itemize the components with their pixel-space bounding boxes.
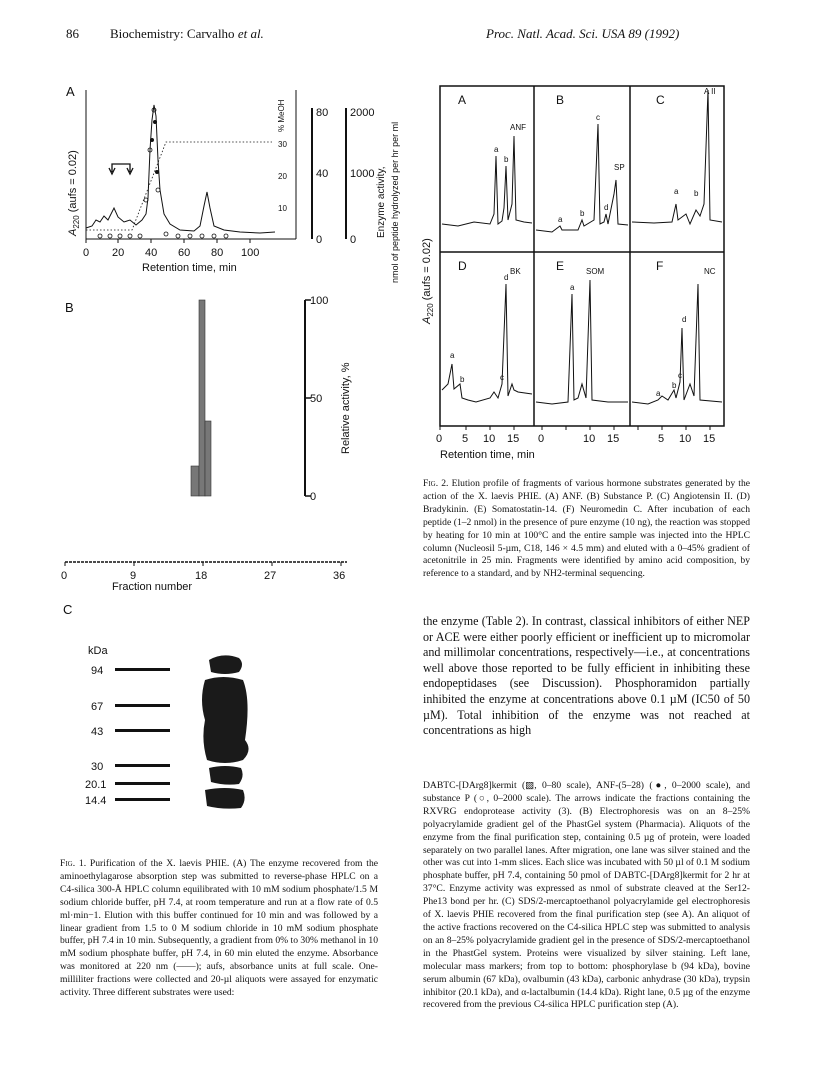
fig1a-kermit-tick: 40 [316,168,329,180]
fig2-trace-e [536,280,628,404]
fig1a-x-tick: 40 [145,247,158,259]
fig2-x-tick: 10 [483,433,496,445]
fig1a-substrate-tick: 2000 [350,107,375,119]
page-number: 86 [66,26,79,41]
fig1b-x-tick: 9 [130,570,137,582]
fig2-trace-d [442,284,532,402]
fig1b-x-tick: 27 [264,570,277,582]
fig2-panel-label-d: D [458,259,467,273]
fig1c-marker-label: 67 [91,701,104,713]
fig2-substrate-bk: BK [510,267,521,276]
fig1a-meoh-label: % MeOH [277,99,286,132]
fig2-x-tick: 10 [679,433,692,445]
fig2-substrate-aii: A II [704,87,716,96]
fig2-substrate-anf: ANF [510,123,526,132]
fig1b-x-tick: 0 [61,570,68,582]
fig1-panel-c [55,600,315,810]
fig2-peak-letter: a [570,283,575,292]
fig1a-x-tick: 80 [211,247,224,259]
fig2-peak-letter: d [604,203,609,212]
running-head [110,26,264,42]
fig2-x-tick: 15 [607,433,620,445]
fig1b-y-label: Relative activity, % [340,362,352,454]
fig1b-label: B [65,300,74,315]
fig2-traces [442,90,722,404]
running-head-etal: et al. [237,26,264,41]
fig1a-meoh-tick: 30 [278,140,287,149]
fig1a-x-tick: 60 [178,247,191,259]
fig2-panel-label-b: B [556,93,565,107]
fig2-caption [423,478,750,581]
body-paragraph: the enzyme (Table 2). In contrast, classical inhibitors of either NEP or ACE were either poorly efficient or inefficient up to micromolar and millimolar concentrations, respectively—i.e., at concentrations well above those reported to be fully efficient in inhibiting these endopeptidases (see Discussion). Phosphoramidon partially inhibited the enzyme at concentrations above 0.1 µM (IC50 of 50 µM). Total inhibition of the enzyme was not reached at concentrations as high [423,614,750,738]
fig1a-y-label: $A_{220}$ (aufs = 0.02) [67,150,81,236]
fig1a-meoh-gradient [86,142,272,230]
fig1-caption [60,858,378,1000]
fig2-panel-label-c: C [656,93,665,107]
fig2-peak-letters [450,113,699,398]
fig2-substrate-som: SOM [586,267,605,276]
fig1b-y-tick-label: 50 [310,393,323,405]
fig2-peak-letter: d [682,315,687,324]
fig1b-x-tick: 36 [333,570,346,582]
fig2-x-tick: 15 [507,433,520,445]
fig1b-activity-bars [191,300,211,496]
fig1a-meoh-tick: 20 [278,172,287,181]
fig1-caption-title: Fig. 1. [60,858,87,869]
fig1b-y-tick-label: 100 [310,295,329,307]
fig1a-activity-markers [98,108,228,238]
fig2-peak-letter: c [596,113,600,122]
fig1c-unit: kDa [88,645,108,657]
fig2-peak-letter: a [656,389,661,398]
fig2-peak-letter: a [450,351,455,360]
fig1b-x-tick: 18 [195,570,208,582]
fig2-substrate-sp: SP [614,163,625,172]
journal-citation: Proc. Natl. Acad. Sci. USA 89 (1992) [486,26,680,41]
fig1-caption-continued: DABTC-[DArg8]kermit (▨, 0–80 scale), ANF-(5–28) (●, 0–2000 scale), and substance P (○, 0–2000 scale). The arrows indicate the fractions containing the RXVRG endoprotease activity (3). (B) Electrophoresis was on an 8–25% polyacrylamide gradient gel of the PhastGel system (Pharmacia). Aliquots of the enzyme from the final purification step, containing 0.5 µg of protein, were loaded separately on two parallel lanes. After migration, one lane was silver stained and the other was cut into 1-mm slices. Each slice was incubated with 50 µl of 0.1 M sodium phosphate buffer, pH 7.4, containing 50 pmol of DABTC-[DArg8]kermit for 2 hr at 37°C. Enzyme activity was expressed as nmol of substrate cleaved at the Ser12-Phe13 bond per hr. (C) SDS/2-mercaptoethanol polyacrylamide gel electrophoresis of X. laevis PHIE recovered from the final purification step (see A). An aliquot of the active fractions recovered on the C4-silica HPLC step was submitted to analysis on an 8–25% polyacrylamide gradient gel in the presence of SDS/2-mercaptoethanol in the PhastGel system. Proteins were visualized by silver staining. Left lane, molecular mass markers; from top to bottom: phosphorylase b (94 kDa), bovine serum albumin (67 kDa), ovalbumin (43 kDa), carbonic anhydrase (30 kDa), trypsin inhibitor (20.1 kDa), and α-lactalbumin (14.4 kDa). Right lane, 0.5 µg of the enzyme recovered from the previous C4-silica HPLC purification step (A). [423,780,750,1011]
fig1a-substrate-tick: 1000 [350,168,375,180]
fig2-x-tick: 5 [658,433,665,445]
fig2-peak-letter: b [460,375,465,384]
fig2-trace-f [632,284,722,404]
fig1a-kermit-tick: 0 [316,234,323,246]
fig2-panel-label-a: A [458,93,467,107]
fig1b-x-label: Fraction number [112,581,193,593]
fig2-x-tick: 15 [703,433,716,445]
fig1a-label: A [66,84,75,99]
fig1a-x-tick: 100 [241,247,260,259]
fig1b-y-tick-label: 0 [310,491,317,503]
fig1c-marker-label: 30 [91,761,104,773]
fig1c-marker-bands [115,668,170,801]
fig1a-right-label-2: nmol of peptide hydrolyzed per hr per ml [390,121,400,283]
fig2-panel-label-e: E [556,259,565,273]
fig1c-enzyme-lane [202,655,249,808]
fig1-panel-b [55,290,365,582]
fig1c-marker-label: 14.4 [85,795,107,807]
fig2-peak-letter: d [504,273,509,282]
fig1a-x-tick: 0 [83,247,90,259]
running-head-section: Biochemistry: Carvalho [110,26,235,41]
fig1c-marker-label: 43 [91,726,104,738]
fig2-trace-c [632,90,722,224]
fig2-peak-letter: a [558,215,563,224]
fig2-x-tick: 0 [538,433,545,445]
fig1-caption-text: Purification of the X. laevis PHIE. (A) The enzyme recovered from the aminoethylagarose absorption step was submitted to reverse-phase HPLC on a C4-silica 300-Å HPLC column equilibrated with 10 mM sodium phosphate/1.5 M sodium chloride buffer, pH 7.4, at room temperature and run at a flow rate of 0.5 ml·min−1. Elution with this buffer continued for 10 min and was followed by a linear gradient from 1.5 to 0 M sodium chloride in 10 mM sodium phosphate buffer, pH 7.4 in 10 min. Subsequently, a gradient from 0% to 30% methanol in 10 mM sodium phosphate buffer, pH 7.4, in 60 min eluted the enzyme. Absorbance was monitored at 220 nm (——); aufs, absorbance units at full scale. One-milliliter fractions were collected and 20-µl aliquots were assayed for enzymatic activity. Three different substrates were used: [60,858,379,999]
fig2-peak-letter: b [672,381,677,390]
fig2-panel-label-f: F [656,259,664,273]
fig2-substrate-nc: NC [704,267,716,276]
fig2-caption-title: Fig. 2. [423,478,449,489]
fig1a-substrate-tick: 0 [350,234,357,246]
fig2-peak-letter: c [678,371,682,380]
fig1a-x-label: Retention time, min [142,262,237,274]
fig1c-label: C [63,602,73,617]
fig1c-marker-label: 94 [91,665,104,677]
fig2-y-label: $A_{220}$ (aufs = 0.02) [421,238,435,324]
fig1a-x-tick: 20 [112,247,125,259]
fig2-x-tick: 0 [436,433,443,445]
fig2-x-tick: 5 [462,433,469,445]
fig1a-meoh-tick: 10 [278,204,287,213]
fig2-peak-letter: a [494,145,499,154]
fig1a-fraction-arrows [109,164,133,174]
fig2-x-label: Retention time, min [440,449,535,461]
fig2-peak-letter: b [580,209,585,218]
fig2-peak-letter: b [504,155,509,164]
fig2-x-tick: 10 [583,433,596,445]
fig2-trace-a [442,136,532,226]
fig1-panel-a [60,80,405,290]
fig2-caption-text: Elution profile of fragments of various hormone substrates generated by the action of the X. laevis PHIE. (A) ANF. (B) Substance P. (C) Angiotensin II. (D) Bradykinin. (E) Somatostatin-14. (F) Neuromedin C. After incubation of each peptide (1–2 nmol) in the presence of pure enzyme (10 ng), the reaction was stopped by heating for 10 min at 100°C and the entire sample was injected into the HPLC column (Nucleosil 5-µm, C18, 146 × 4.5 mm) and eluted with a 0–45% gradient of acetonitrile in 25 min. Fragments were identified by amino acid composition, by reference to a standard, and by NH2-terminal sequencing. [423,478,751,580]
fig1a-kermit-tick: 80 [316,107,329,119]
fig2-peak-letter: a [674,187,679,196]
fig2-peak-letter: b [694,189,699,198]
fig1a-x-tick-marks [86,239,250,243]
fig1a-right-label-1: Enzyme activity, [376,166,387,238]
fig2-peak-letter: c [500,373,504,382]
figure-2 [418,84,730,484]
fig1c-marker-label: 20.1 [85,779,107,791]
